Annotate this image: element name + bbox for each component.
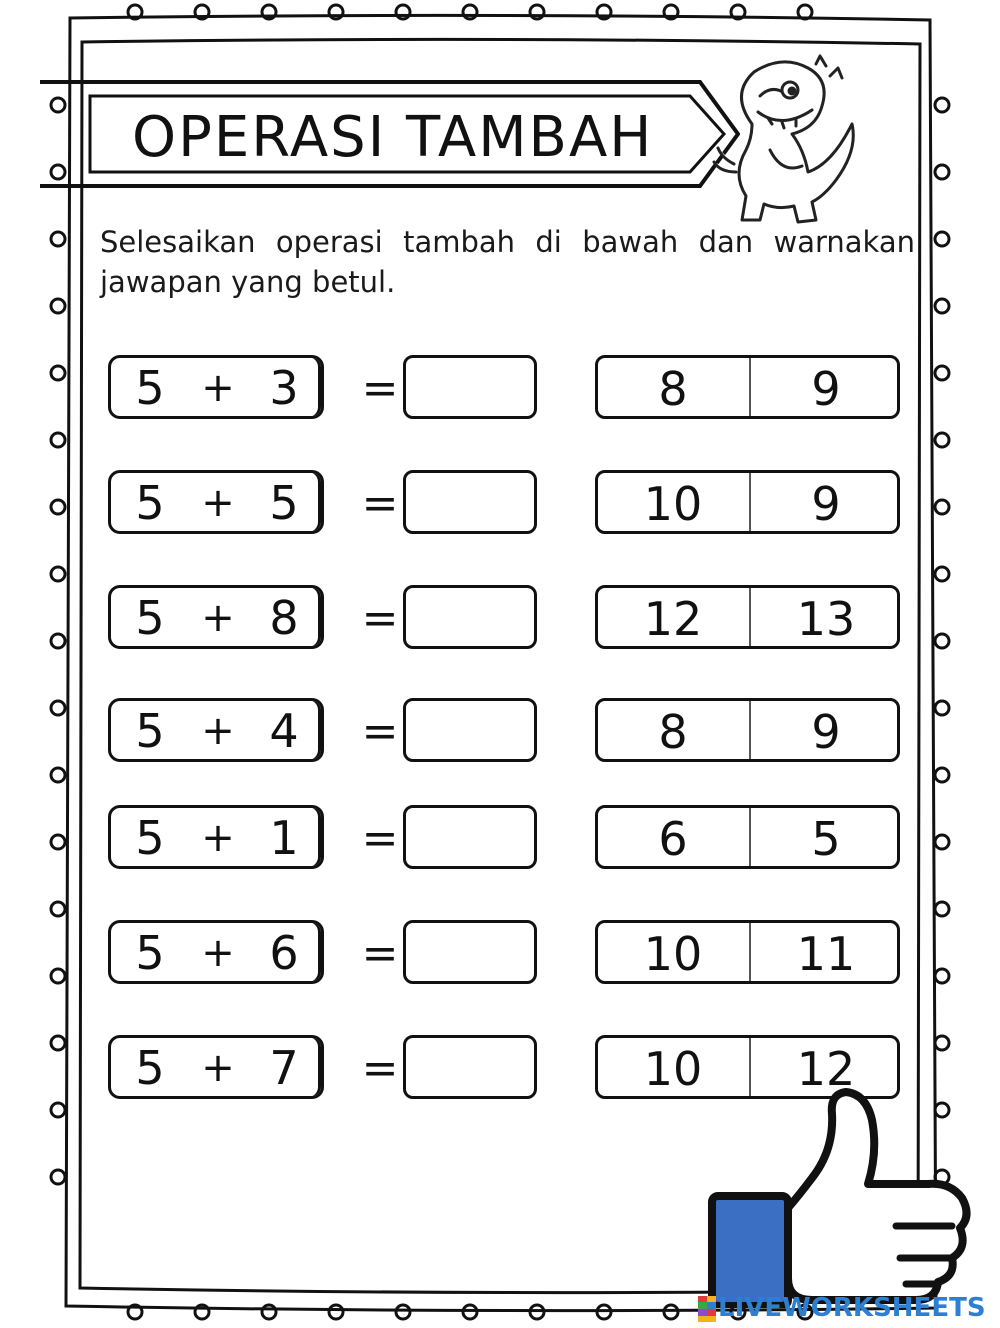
choice-box [595,470,900,534]
border-loop [51,1170,65,1184]
problem-row [0,698,1000,764]
operand-b: 6 [269,926,299,980]
border-loop [935,902,949,916]
thumbs-up-icon[interactable] [700,1078,980,1308]
operand-a: 5 [135,361,165,415]
equals-sign: = [361,706,399,757]
border-loop [935,165,949,179]
answer-box[interactable] [403,920,537,984]
choice-box [595,805,900,869]
border-loop [463,1305,477,1319]
problem-row [0,470,1000,536]
choice-option[interactable]: 13 [796,592,856,646]
border-loop [51,768,65,782]
border-loop [935,98,949,112]
choice-option[interactable]: 8 [658,362,688,416]
equals-sign: = [361,478,399,529]
page-title: OPERASI TAMBAH [132,105,654,170]
choice-option[interactable]: 6 [658,812,688,866]
plus-sign: + [201,480,235,526]
operand-a: 5 [135,926,165,980]
border-loop [396,1305,410,1319]
choice-option[interactable]: 12 [796,1042,856,1096]
border-loop [51,433,65,447]
problem-row [0,920,1000,986]
answer-box[interactable] [403,698,537,762]
problem-row [0,585,1000,651]
watermark-text: LIVEWORKSHEETS [718,1293,986,1323]
operand-b: 5 [269,476,299,530]
dinosaur-icon [712,54,872,229]
border-loop [935,232,949,246]
choice-option[interactable]: 12 [643,592,703,646]
border-loop [935,567,949,581]
operand-b: 1 [269,811,299,865]
answer-box[interactable] [403,470,537,534]
operand-a: 5 [135,476,165,530]
choice-option[interactable]: 11 [796,927,856,981]
liveworksheets-logo-icon [698,1296,716,1322]
choice-option[interactable]: 9 [811,362,841,416]
choice-box [595,698,900,762]
operand-a: 5 [135,811,165,865]
answer-box[interactable] [403,1035,537,1099]
question-box [108,585,324,649]
watermark [698,1288,998,1328]
operand-a: 5 [135,591,165,645]
border-loop [51,299,65,313]
plus-sign: + [201,1045,235,1091]
operand-b: 3 [269,361,299,415]
equals-sign: = [361,363,399,414]
plus-sign: + [201,815,235,861]
border-loop [51,232,65,246]
operand-b: 8 [269,591,299,645]
border-loop [935,299,949,313]
border-loop [51,902,65,916]
equals-sign: = [361,813,399,864]
question-box [108,355,324,419]
plus-sign: + [201,365,235,411]
question-box [108,470,324,534]
answer-box[interactable] [403,805,537,869]
operand-b: 4 [269,704,299,758]
choice-option[interactable]: 10 [643,927,703,981]
plus-sign: + [201,708,235,754]
instruction-text: Selesaikan operasi tambah di bawah dan warnakan jawapan yang betul. [100,225,915,299]
equals-sign: = [361,593,399,644]
choice-box [595,920,900,984]
border-loop [329,1305,343,1319]
border-loop [51,567,65,581]
question-box [108,1035,324,1099]
plus-sign: + [201,930,235,976]
question-box [108,920,324,984]
choice-box [595,585,900,649]
choice-option[interactable]: 10 [643,477,703,531]
operand-a: 5 [135,1041,165,1095]
problem-row [0,805,1000,871]
border-loop [262,1305,276,1319]
choice-option[interactable]: 9 [811,705,841,759]
problem-row [0,355,1000,421]
choice-option[interactable]: 9 [811,477,841,531]
operand-b: 7 [269,1041,299,1095]
border-loop [664,1305,678,1319]
question-box [108,805,324,869]
choice-option[interactable]: 10 [643,1042,703,1096]
equals-sign: = [361,1043,399,1094]
border-loop [51,1103,65,1117]
answer-box[interactable] [403,355,537,419]
border-loop [935,768,949,782]
choice-box [595,355,900,419]
plus-sign: + [201,595,235,641]
choice-option[interactable]: 8 [658,705,688,759]
choice-option[interactable]: 5 [811,812,841,866]
answer-box[interactable] [403,585,537,649]
question-box [108,698,324,762]
equals-sign: = [361,928,399,979]
border-loop [935,433,949,447]
operand-a: 5 [135,704,165,758]
